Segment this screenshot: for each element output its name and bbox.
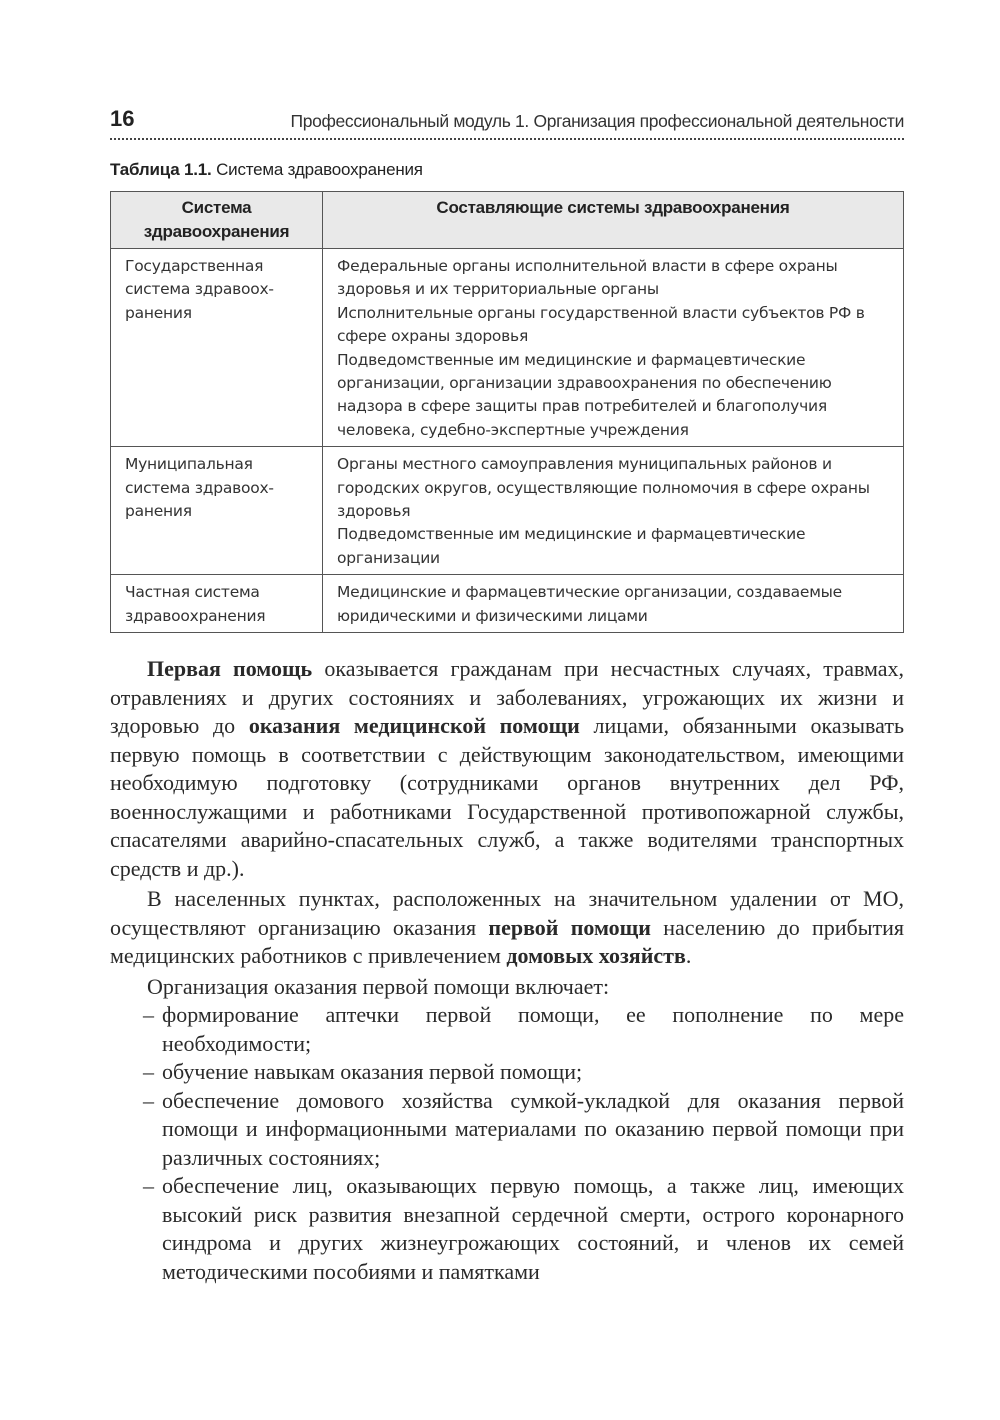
paragraph-text: . <box>685 943 692 969</box>
list-item <box>110 1087 904 1173</box>
paragraph-text: лицами, обязанными оказывать первую помощь в соответствии с действующим законодательством, имеющими необходимую подготовку (сотрудниками органов внутренних дел РФ, военнослужащими и работниками Государственной противопожарной службы, спасателями аварийно-спасательных служб, а также водителями транспортных средств и др.). <box>110 713 904 881</box>
header-system: Система здравоохранения <box>111 192 323 249</box>
component-item: Органы местного самоуправления муниципальных районов и городских округов, осуществляющие полномочия в сфере охраны здоровья <box>337 455 870 521</box>
header-dotted-rule <box>110 138 904 140</box>
list-item-text: обеспечение домового хозяйства сумкой-укладкой для оказания первой помощи и информационными материалами по оказанию первой помощи при различных состояниях; <box>162 1087 904 1170</box>
table-row <box>111 447 904 575</box>
health-system-table <box>110 191 904 633</box>
component-item: Подведомственные им медицинские и фармацевтические организации <box>337 525 806 567</box>
paragraph-first-aid <box>110 655 904 883</box>
table-row <box>111 575 904 633</box>
header-components: Составляющие системы здравоохранения <box>323 192 904 249</box>
components-cell <box>323 249 904 447</box>
component-item: Федеральные органы исполнительной власти в сфере охраны здоровья и их территориальные органы <box>337 257 838 299</box>
organization-list <box>110 1001 904 1286</box>
term-first-aid: Первая помощь <box>147 656 313 682</box>
list-item <box>110 1172 904 1286</box>
table-caption-label: Таблица 1.1. <box>110 160 212 179</box>
dash-marker: – <box>143 1173 154 1199</box>
book-page <box>110 92 904 1286</box>
component-item: Подведомственные им медицинские и фармацевтические организации, организации здравоохранения по обеспечению надзора в сфере защиты прав потребителей и благополучия человека, судебно-экспертные учреждения <box>337 350 832 439</box>
running-header <box>110 92 904 132</box>
dash-marker: – <box>143 1002 154 1028</box>
paragraph-text: населению до прибытия медицинских работников с привлечением <box>110 914 904 969</box>
paragraph-organization: Организация оказания первой помощи включает: <box>147 973 610 999</box>
page-number: 16 <box>110 106 135 131</box>
term-households: домовых хозяйств <box>506 943 686 969</box>
dash-marker: – <box>143 1059 154 1085</box>
components-cell <box>323 575 904 633</box>
component-item: Медицинские и фармацевтические организации, создаваемые юридическими и физическими лицами <box>337 583 842 625</box>
paragraph-text: оказывается гражданам при несчастных случаях, травмах, отравлениях и других состояниях и заболеваниях, угрожающих их жизни и здоровью до <box>110 656 905 739</box>
list-item <box>110 1058 904 1087</box>
term-medical-care: оказания медицинской помощи <box>248 713 580 739</box>
term-first-aid-2: первой помощи <box>488 914 651 940</box>
components-cell <box>323 447 904 575</box>
dash-marker: – <box>143 1087 154 1113</box>
table-row <box>111 249 904 447</box>
system-cell: Частная система здравоохранения <box>111 575 323 633</box>
paragraph-settlements <box>110 885 904 971</box>
paragraph-text: В населенных пунктах, расположенных на значительном удалении от МО, осуществляют организацию оказания <box>110 886 904 940</box>
system-cell: Государственная система здравоох-ранения <box>111 249 323 447</box>
list-item <box>110 1001 904 1058</box>
list-item-text: обучение навыкам оказания первой помощи; <box>162 1059 583 1085</box>
table-caption-text: Система здравоохранения <box>211 160 423 179</box>
body-text <box>110 655 904 1286</box>
table-header-row <box>111 192 904 249</box>
system-cell: Муниципальная система здравоох-ранения <box>111 447 323 575</box>
list-item-text: формирование аптечки первой помощи, ее пополнение по мере необходимости; <box>162 1002 904 1056</box>
component-item: Исполнительные органы государственной власти субъектов РФ в сфере охраны здоровья <box>337 303 865 346</box>
list-item-text: обеспечение лиц, оказывающих первую помощь, а также лиц, имеющих высокий риск развития внезапной сердечной смерти, острого коронарного синдрома и других жизнеугрожающих состояний, и членов их семей методическими пособиями и памятками <box>162 1173 904 1284</box>
table-caption <box>110 160 904 180</box>
running-title: Профессиональный модуль 1. Организация профессиональной деятельности <box>290 111 904 131</box>
